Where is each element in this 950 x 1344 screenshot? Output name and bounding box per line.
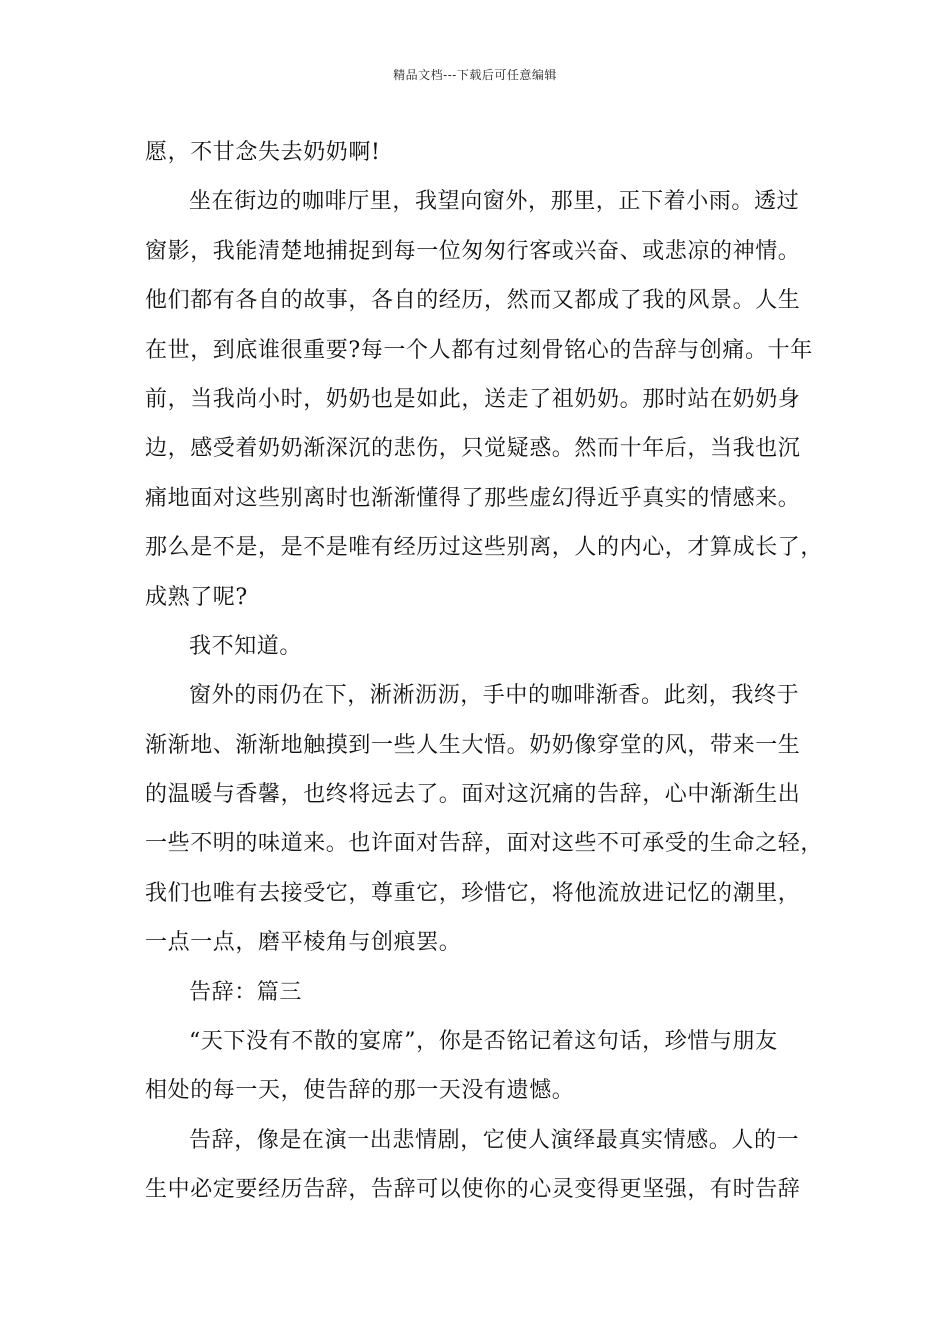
text-line: 一些不明的味道来。也许面对告辞，面对这些不可承受的生命之轻， xyxy=(145,831,824,857)
text-line: 我们也唯有去接受它，尊重它，珍惜它，将他流放进记忆的潮里， xyxy=(145,880,801,906)
text-line: 坐在街边的咖啡厅里，我望向窗外，那里，正下着小雨。透过 xyxy=(189,189,800,215)
text-line: 的温暖与香馨，也终将远去了。面对这沉痛的告辞，心中渐渐生出 xyxy=(145,782,801,808)
text-line: 前，当我尚小时，奶奶也是如此，送走了祖奶奶。那时站在奶奶身 xyxy=(145,386,801,412)
text-line: 告辞：篇三 xyxy=(189,979,303,1005)
text-line: 他们都有各自的故事，各自的经历，然而又都成了我的风景。人生 xyxy=(145,288,801,314)
text-line: 相处的每一天，使告辞的那一天没有遗憾。 xyxy=(145,1078,575,1104)
text-line: 窗外的雨仍在下，淅淅沥沥，手中的咖啡渐香。此刻，我终于 xyxy=(189,683,800,709)
text-line: 愿，不甘念失去奶奶啊! xyxy=(145,140,381,165)
text-line: 痛地面对这些别离时也渐渐懂得了那些虚幻得近乎真实的情感来。 xyxy=(145,485,801,511)
text-line: 成熟了呢? xyxy=(145,584,248,610)
text-line: 告辞，像是在演一出悲情剧，它使人演绎最真实情感。人的一 xyxy=(189,1127,800,1153)
text-line: 窗影，我能清楚地捕捉到每一位匆匆行客或兴奋、或悲凉的神情。 xyxy=(145,238,801,264)
text-line: 在世，到底谁很重要?每一个人都有过刻骨铭心的告辞与创痛。十年 xyxy=(145,337,813,363)
text-line: 那么是不是，是不是唯有经历过这些别离，人的内心，才算成长了， xyxy=(145,535,824,561)
text-line: “天下没有不散的宴席”，你是否铭记着这句话，珍惜与朋友 xyxy=(189,1029,778,1055)
text-line: 生中必定要经历告辞，告辞可以使你的心灵变得更坚强，有时告辞 xyxy=(145,1177,801,1203)
text-line: 一点一点，磨平棱角与创痕罢。 xyxy=(145,930,462,956)
text-line: 边，感受着奶奶渐深沉的悲伤，只觉疑惑。然而十年后，当我也沉 xyxy=(145,436,801,462)
text-line: 我不知道。 xyxy=(189,633,303,659)
document-body xyxy=(145,128,824,1215)
page-header: 精品文档---下载后可任意编辑 xyxy=(393,68,557,82)
text-line: 渐渐地、渐渐地触摸到一些人生大悟。奶奶像穿堂的风，带来一生 xyxy=(145,732,801,758)
